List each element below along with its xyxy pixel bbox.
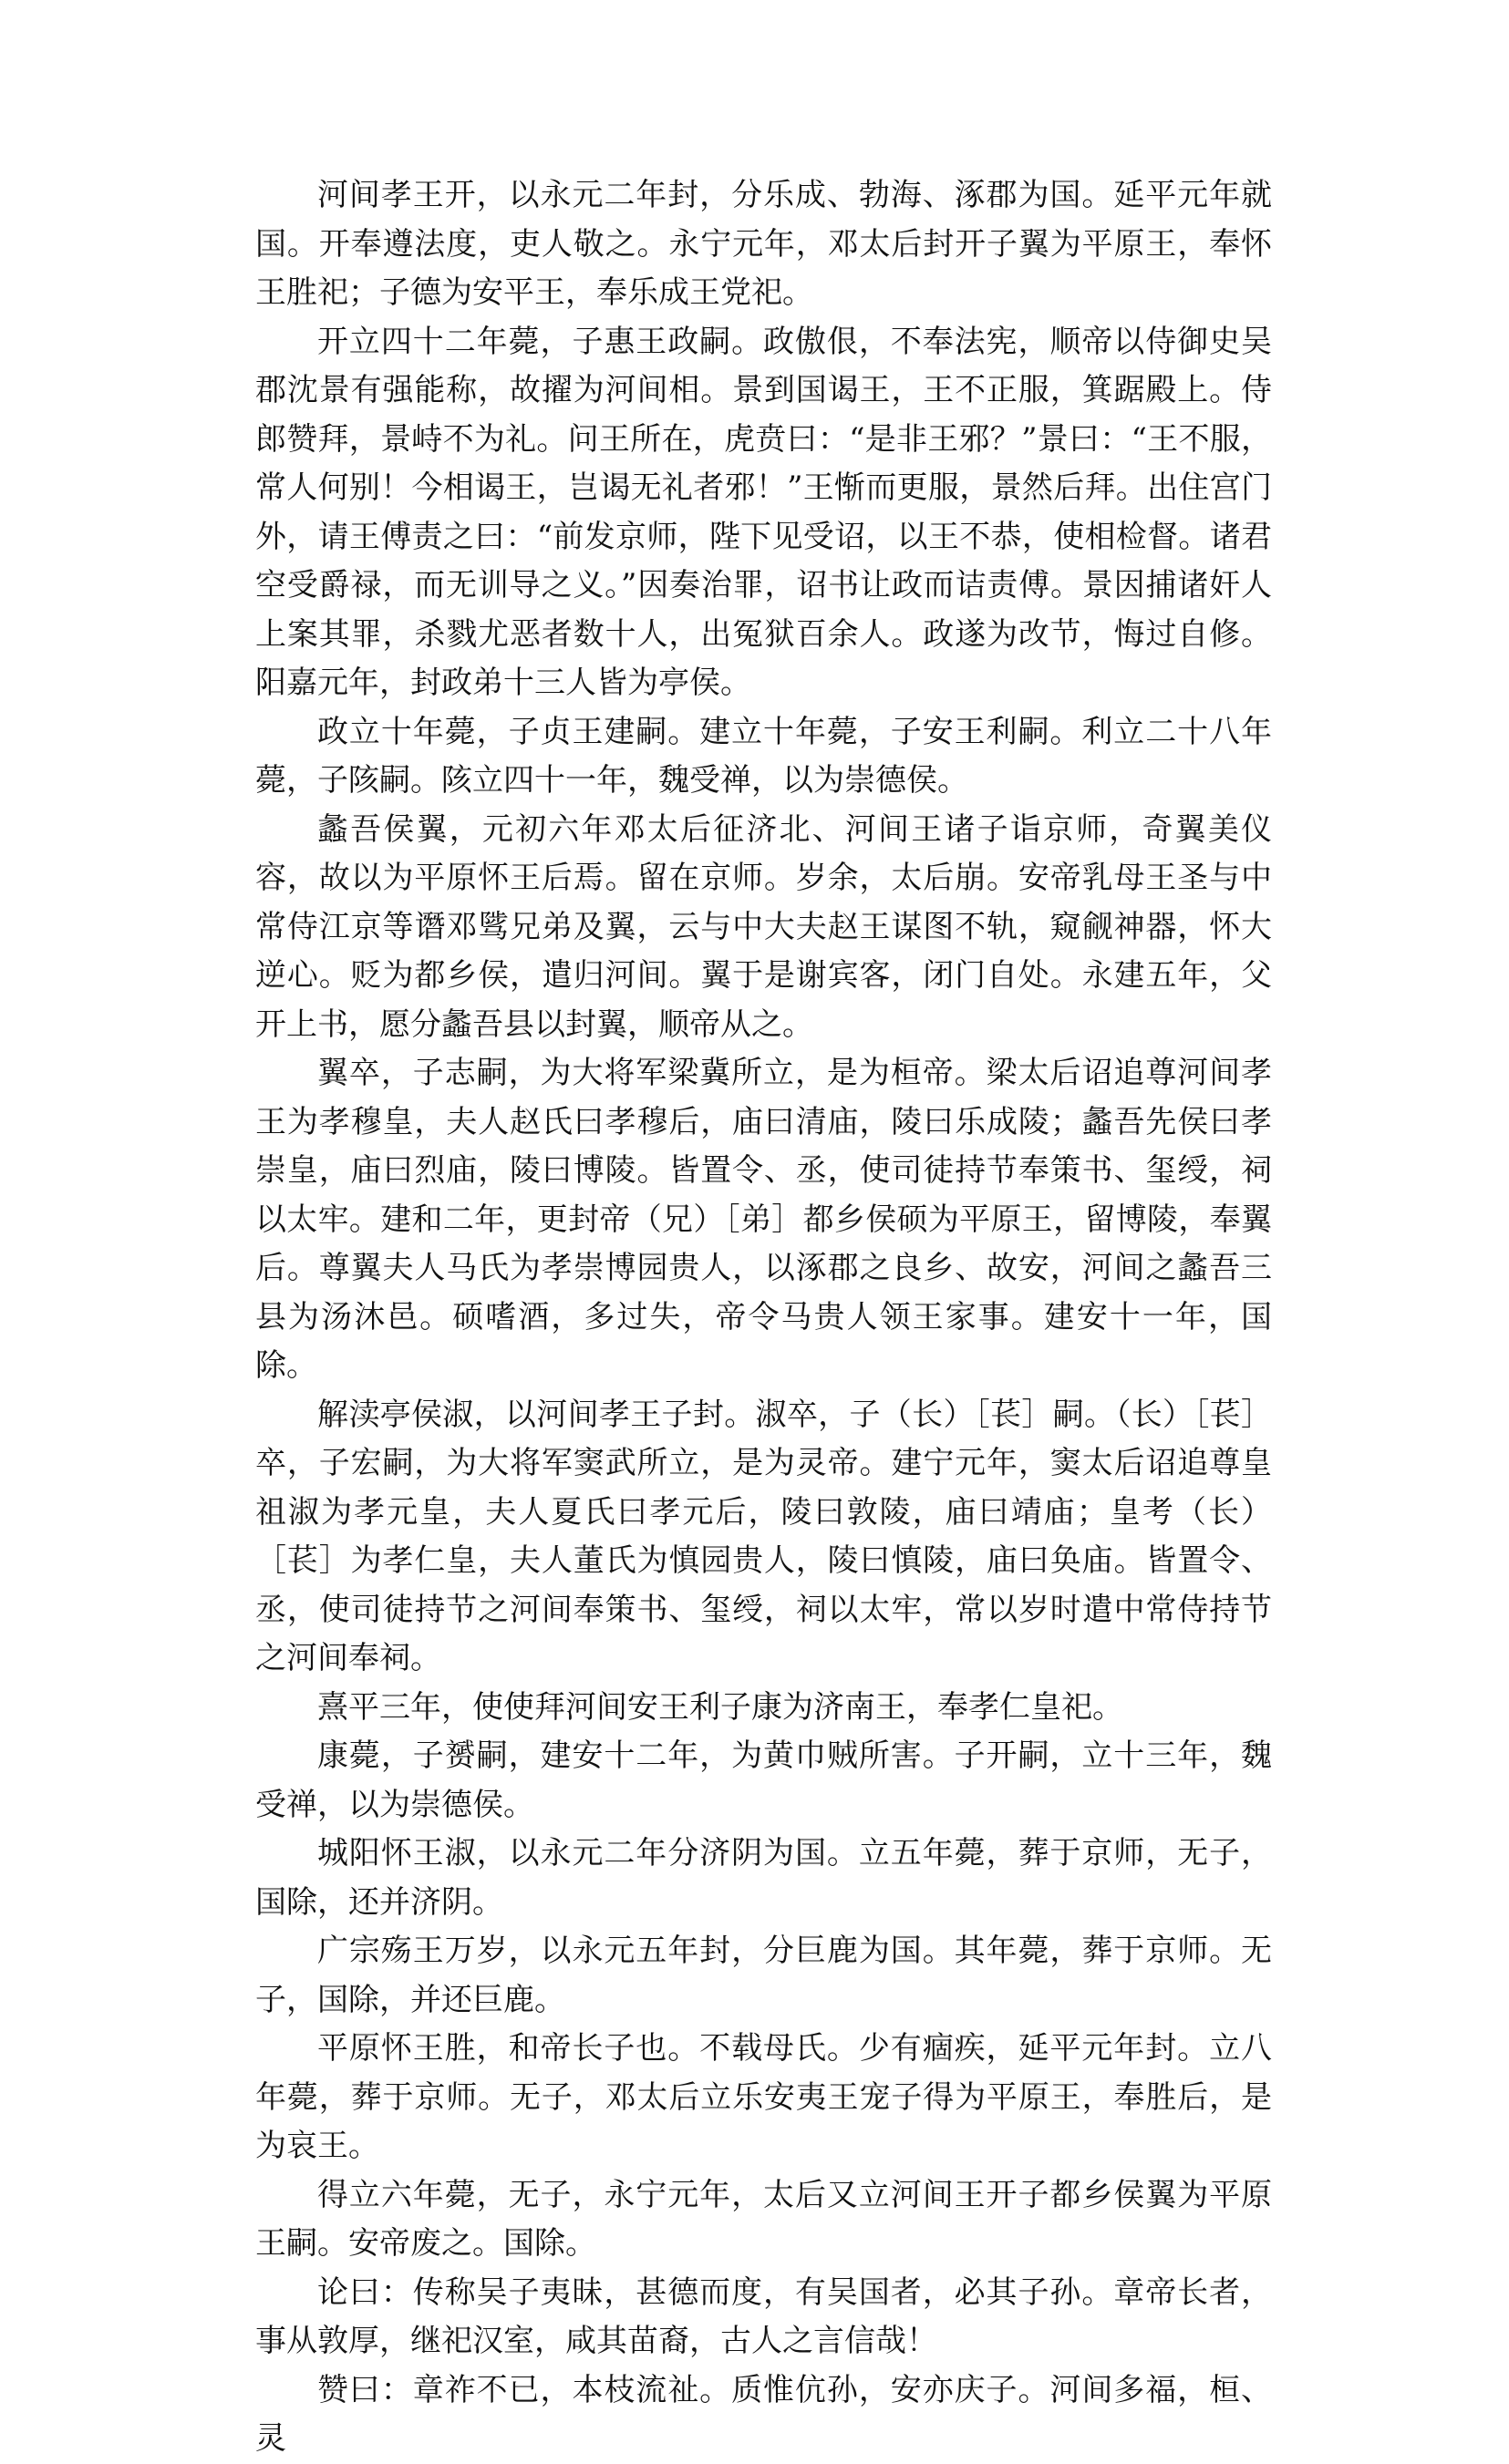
document-body <box>255 171 1272 2464</box>
paragraph-1: 河间孝王开，以永元二年封，分乐成、勃海、涿郡为国。延平元年就国。开奉遵法度，吏人敬之。永宁元年，邓太后封开子翼为平原王，奉怀王胜祀；子德为安平王，奉乐成王党祀。 <box>255 177 1272 311</box>
paragraph-12: 得立六年薨，无子，永宁元年，太后又立河间王开子都乡侯翼为平原王嗣。安帝废之。国除。 <box>255 2176 1272 2262</box>
paragraph-4: 蠡吾侯翼，元初六年邓太后征济北、河间王诸子诣京师，奇翼美仪容，故以为平原怀王后焉。留在京师。岁余，太后崩。安帝乳母王圣与中常侍江京等谮邓骘兄弟及翼，云与中大夫赵王谋图不轨，窥觎神器，怀大逆心。贬为都乡侯，遣归河间。翼于是谢宾客，闭门自处。永建五年，父开上书，愿分蠡吾县以封翼，顺帝从之。 <box>255 810 1272 1043</box>
paragraph-9: 城阳怀王淑，以永元二年分济阴为国。立五年薨，葬于京师，无子，国除，还并济阴。 <box>255 1835 1272 1921</box>
paragraph-14: 赞曰：章祚不已，本枝流祉。质惟伉孙，安亦庆子。河间多福，桓、灵 <box>255 2371 1272 2457</box>
paragraph-13: 论曰：传称吴子夷昧，甚德而度，有吴国者，必其子孙。章帝长者，事从敦厚，继祀汉室，咸其苗裔，古人之言信哉！ <box>255 2273 1272 2359</box>
paragraph-7: 熹平三年，使使拜河间安王利子康为济南王，奉孝仁皇祀。 <box>317 1688 1123 1726</box>
paragraph-6: 解渎亭侯淑，以河间孝王子封。淑卒，子（长）［苌］嗣。（长）［苌］卒，子宏嗣，为大将军窦武所立，是为灵帝。建宁元年，窦太后诏追尊皇祖淑为孝元皇，夫人夏氏曰孝元后，陵曰敦陵，庙曰靖庙；皇考（长）［苌］为孝仁皇，夫人董氏为慎园贵人，陵曰慎陵，庙曰奂庙。皆置令、丞，使司徒持节之河间奉策书、玺绶，祠以太牢，常以岁时遣中常侍持节之河间奉祠。 <box>255 1396 1272 1676</box>
paragraph-3: 政立十年薨，子贞王建嗣。建立十年薨，子安王利嗣。利立二十八年薨，子陔嗣。陔立四十一年，魏受禅，以为崇德侯。 <box>255 713 1272 799</box>
paragraph-11: 平原怀王胜，和帝长子也。不载母氏。少有痼疾，延平元年封。立八年薨，葬于京师。无子，邓太后立乐安夷王宠子得为平原王，奉胜后，是为哀王。 <box>255 2030 1272 2164</box>
paragraph-8: 康薨，子赟嗣，建安十二年，为黄巾贼所害。子开嗣，立十三年，魏受禅，以为崇德侯。 <box>255 1737 1272 1823</box>
paragraph-2: 开立四十二年薨，子惠王政嗣。政傲佷，不奉法宪，顺帝以侍御史吴郡沈景有强能称，故擢为河间相。景到国谒王，王不正服，箕踞殿上。侍郎赞拜，景峙不为礼。问王所在，虎贲曰：“是非王邪？”景曰：“王不服，常人何别！今相谒王，岂谒无礼者邪！”王惭而更服，景然后拜。出住宫门外，请王傅责之曰：“前发京师，陛下见受诏，以王不恭，使相检督。诸君空受爵禄，而无训导之义。”因奏治罪，诏书让政而诘责傅。景因捕诸奸人上案其罪，杀戮尤恶者数十人，出冤狱百余人。政遂为改节，悔过自修。阳嘉元年，封政弟十三人皆为亭侯。 <box>255 323 1272 701</box>
paragraph-5: 翼卒，子志嗣，为大将军梁冀所立，是为桓帝。梁太后诏追尊河间孝王为孝穆皇，夫人赵氏曰孝穆后，庙曰清庙，陵曰乐成陵；蠡吾先侯曰孝崇皇，庙曰烈庙，陵曰博陵。皆置令、丞，使司徒持节奉策书、玺绶，祠以太牢。建和二年，更封帝（兄）［弟］都乡侯硕为平原王，留博陵，奉翼后。尊翼夫人马氏为孝崇博园贵人，以涿郡之良乡、故安，河间之蠡吾三县为汤沐邑。硕嗜酒，多过失，帝令马贵人领王家事。建安十一年，国除。 <box>255 1055 1272 1384</box>
paragraph-10: 广宗殇王万岁，以永元五年封，分巨鹿为国。其年薨，葬于京师。无子，国除，并还巨鹿。 <box>255 1933 1272 2018</box>
